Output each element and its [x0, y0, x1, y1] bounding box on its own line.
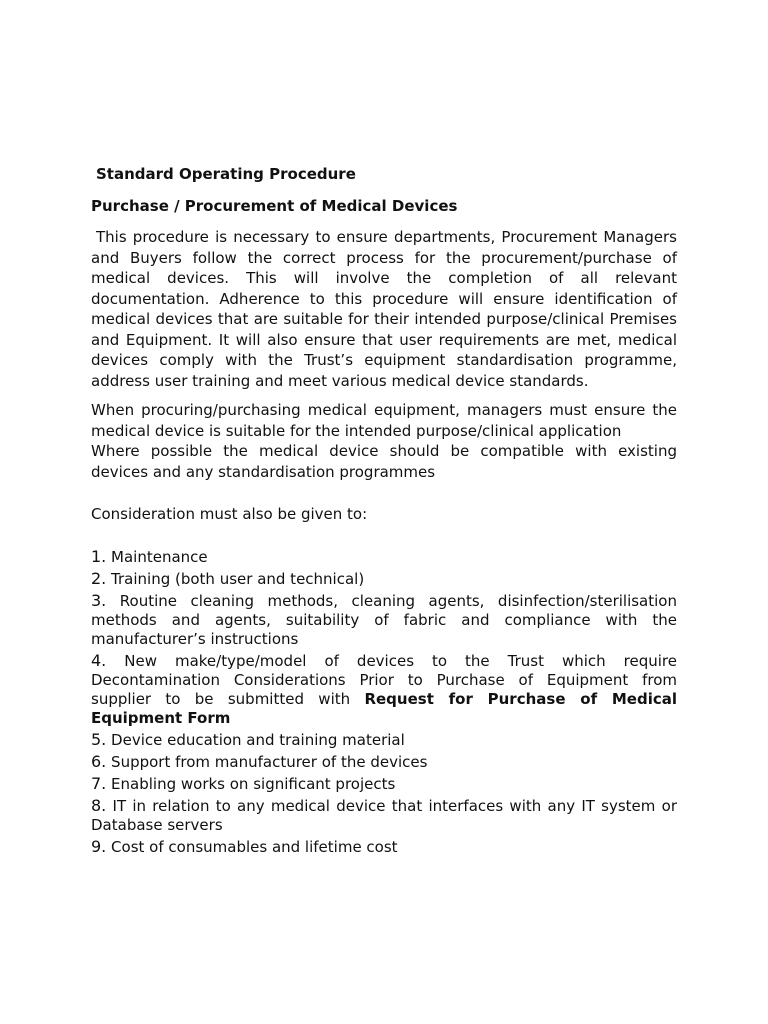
considerations-list — [91, 547, 677, 857]
list-item-text: Routine cleaning methods, cleaning agents, disinfection/sterilisation methods and agents, suitability of fabric and compliance with the manufacturer’s instructions — [91, 591, 677, 648]
compatibility-paragraph: Where possible the medical device should be compatible with existing devices and any standardisation programmes — [91, 442, 677, 481]
list-item — [91, 837, 677, 857]
list-item-text: Enabling works on significant projects — [111, 774, 396, 793]
list-item-text: IT in relation to any medical device that interfaces with any IT system or Database servers — [91, 796, 677, 834]
list-item — [91, 730, 677, 750]
document-title: Standard Operating Procedure — [96, 165, 356, 183]
list-item-number: 5. — [91, 729, 107, 749]
list-item — [91, 547, 677, 567]
document-subtitle: Purchase / Procurement of Medical Devices — [91, 196, 458, 215]
considerations-lead: Consideration must also be given to: — [91, 505, 368, 523]
list-item-number: 4. — [91, 650, 107, 670]
list-item-number: 3. — [91, 590, 107, 610]
list-item — [91, 774, 677, 794]
list-item — [91, 569, 677, 589]
list-item — [91, 591, 677, 649]
list-item-number: 1. — [91, 546, 107, 566]
procurement-paragraph: When procuring/purchasing medical equipment, managers must ensure the medical device is suitable for the intended purpose/clinical application — [91, 401, 677, 440]
list-item-text: Cost of consumables and lifetime cost — [111, 837, 398, 856]
document-page — [91, 164, 677, 859]
list-item — [91, 796, 677, 835]
list-item-text: Training (both user and technical) — [111, 569, 365, 588]
list-item-number: 2. — [91, 568, 107, 588]
list-item — [91, 752, 677, 772]
list-item-number: 7. — [91, 773, 107, 793]
list-item-bold-text: Request for Purchase of Medical Equipment Form — [91, 689, 678, 727]
list-item-text: Support from manufacturer of the devices — [111, 752, 428, 771]
list-item — [91, 651, 677, 728]
list-item-number: 9. — [91, 836, 107, 856]
list-item-number: 8. — [91, 795, 107, 815]
list-item-number: 6. — [91, 751, 107, 771]
intro-paragraph: This procedure is necessary to ensure departments, Procurement Managers and Buyers follow the correct process for the procurement/purchase of medical devices. This will involve the completion of all relevant documentation. Adherence to this procedure will ensure identification of medical devices that are suitable for their intended purpose/clinical Premises and Equipment. It will also ensure that user requirements are met, medical devices comply with the Trust’s equipment standardisation programme, address user training and meet various medical device standards. — [91, 228, 677, 390]
list-item-text: Device education and training material — [111, 730, 405, 749]
list-item-text: Maintenance — [111, 547, 208, 566]
list-item-text: New make/type/model of devices to the Trust which require Decontamination Considerations Prior to Purchase of Equipment from supplier to be submitted with — [91, 651, 677, 708]
